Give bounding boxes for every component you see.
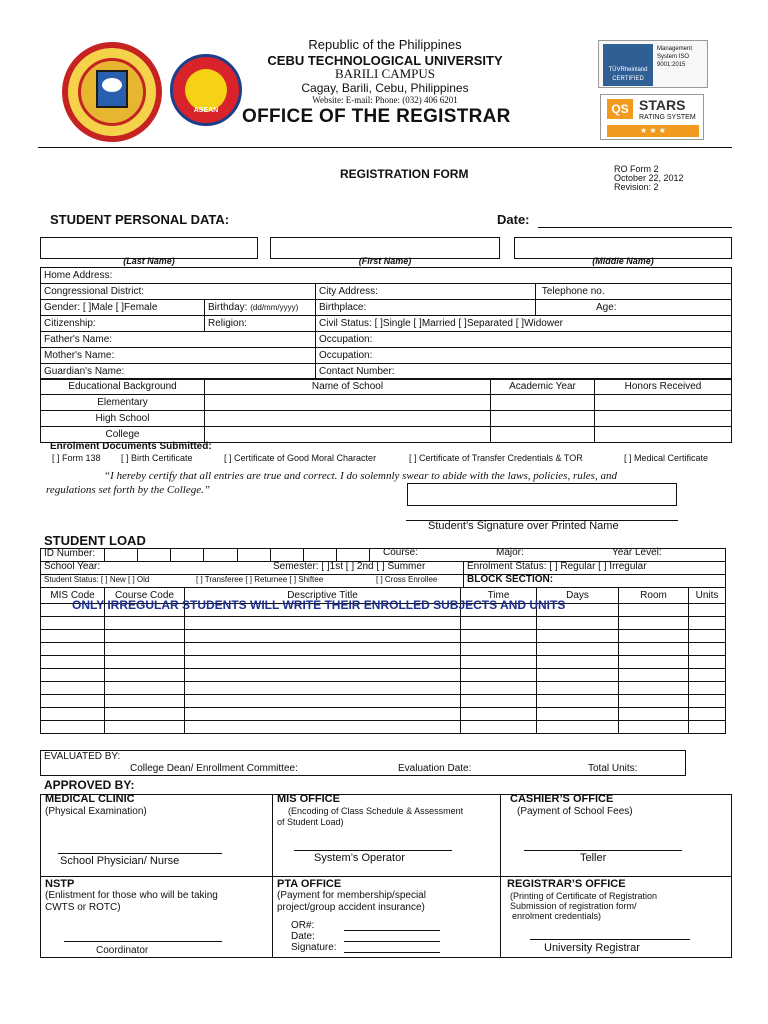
qs-stars-badge: QS STARS RATING SYSTEM ★ ★ ★ [600, 94, 704, 140]
subject-cell[interactable] [185, 617, 461, 630]
education-table [40, 378, 732, 443]
contact-number-field[interactable]: Contact Number: [316, 364, 732, 380]
subject-cell[interactable] [689, 656, 726, 669]
pta-or-label: OR#: [291, 920, 315, 931]
father-occupation-field[interactable]: Occupation: [316, 332, 732, 348]
subject-row[interactable] [41, 643, 726, 656]
year-level-label[interactable]: Year Level: [612, 547, 662, 558]
nstp-desc2: CWTS or ROTC) [45, 902, 121, 913]
nstp-sig-label: Coordinator [96, 945, 149, 956]
subject-cell[interactable] [537, 656, 619, 669]
edu-cell[interactable] [491, 411, 595, 427]
doc-medical[interactable]: [ ] Medical Certificate [624, 453, 709, 463]
pta-signature-line[interactable] [344, 952, 440, 953]
doc-transfer[interactable]: [ ] Certificate of Transfer Credentials & TOR [409, 453, 583, 463]
address-line: Cagay, Barili, Cebu, Philippines [301, 81, 469, 95]
subject-cell[interactable] [689, 617, 726, 630]
tuv-badge: TÜVRheinland CERTIFIED Management System ISO 9001:2015 [598, 40, 708, 88]
subject-cell[interactable] [537, 708, 619, 721]
office-title: OFFICE OF THE REGISTRAR [242, 106, 511, 127]
mother-occupation-field[interactable]: Occupation: [316, 348, 732, 364]
medical-sig-label: School Physician/ Nurse [60, 855, 180, 867]
documents-heading: Enrolment Documents Submitted: [50, 441, 212, 452]
date-line[interactable] [538, 227, 732, 228]
subject-cell[interactable] [461, 656, 537, 669]
medical-sig-line[interactable] [58, 853, 222, 854]
pta-signature-label: Signature: [291, 942, 337, 953]
father-name-field[interactable]: Father's Name: [41, 332, 316, 348]
pta-office-desc2: project/group accident insurance) [277, 902, 425, 913]
total-units-label[interactable]: Total Units: [588, 763, 638, 774]
subject-cell[interactable] [537, 630, 619, 643]
subject-cell[interactable] [689, 669, 726, 682]
edu-cell[interactable] [491, 427, 595, 443]
subject-cell[interactable] [619, 669, 689, 682]
edu-cell[interactable] [205, 411, 491, 427]
subject-cell[interactable] [105, 669, 185, 682]
certification-line2: regulations set forth by the College.” [46, 484, 210, 496]
subject-cell[interactable] [537, 643, 619, 656]
subjects-header: Course Code [105, 588, 185, 604]
campus-name: BARILI CAMPUS [334, 66, 436, 81]
edu-header: Educational Background [41, 379, 205, 395]
subject-cell[interactable] [185, 721, 461, 734]
subject-row[interactable] [41, 721, 726, 734]
subject-cell[interactable] [537, 669, 619, 682]
subject-cell[interactable] [105, 617, 185, 630]
cashier-sig-label: Teller [580, 852, 607, 864]
middle-name-label: (Middle Name) [592, 256, 654, 266]
subject-cell[interactable] [105, 682, 185, 695]
registrar-desc2: Submission of registration form/ [510, 901, 637, 911]
date-label: Date: [497, 212, 530, 227]
district-field[interactable]: Congressional District: [41, 284, 316, 300]
edu-cell[interactable] [595, 395, 732, 411]
subject-cell[interactable] [689, 643, 726, 656]
subject-cell[interactable] [41, 682, 105, 695]
edu-level: High School [41, 411, 205, 427]
student-status-label[interactable]: Student Status: [ ] New [ ] Old [44, 575, 150, 584]
subject-cell[interactable] [461, 721, 537, 734]
form-title: REGISTRATION FORM [340, 167, 469, 181]
subject-row[interactable] [41, 630, 726, 643]
ro-revision: Revision: 2 [614, 182, 659, 192]
home-address-field[interactable]: Home Address: [41, 268, 732, 284]
pta-date-label: Date: [291, 931, 315, 942]
subject-cell[interactable] [537, 695, 619, 708]
mother-name-field[interactable]: Mother's Name: [41, 348, 316, 364]
subject-cell[interactable] [185, 669, 461, 682]
nstp-desc1: (Enlistment for those who will be taking [45, 890, 218, 901]
registrar-sig-label: University Registrar [544, 942, 640, 954]
doc-good-moral[interactable]: [ ] Certificate of Good Moral Character [224, 453, 377, 463]
evaluation-date-label[interactable]: Evaluation Date: [398, 763, 472, 774]
registrar-office-title: REGISTRAR’S OFFICE [507, 878, 626, 890]
subject-cell[interactable] [619, 682, 689, 695]
signature-label: Student’s Signature over Printed Name [428, 520, 619, 532]
citizenship-field[interactable]: Citizenship: [41, 316, 205, 332]
student-load-heading: STUDENT LOAD [44, 533, 146, 548]
subject-cell[interactable] [41, 721, 105, 734]
edu-header: Academic Year [491, 379, 595, 395]
subjects-header: Days [537, 588, 619, 604]
edu-cell[interactable] [595, 411, 732, 427]
subject-cell[interactable] [41, 656, 105, 669]
irregular-notice: ONLY IRREGULAR STUDENTS WILL WRITE THEIR ENROLLED SUBJECTS AND UNITS [72, 598, 566, 612]
subject-cell[interactable] [689, 630, 726, 643]
subject-cell[interactable] [689, 695, 726, 708]
subject-cell[interactable] [105, 656, 185, 669]
mis-sig-label: System’s Operator [314, 852, 405, 864]
subject-cell[interactable] [41, 708, 105, 721]
subjects-header: Time [461, 588, 537, 604]
subject-cell[interactable] [537, 721, 619, 734]
cashier-office-desc: (Payment of School Fees) [517, 806, 633, 817]
pta-office-title: PTA OFFICE [277, 878, 342, 890]
subject-row[interactable] [41, 682, 726, 695]
nstp-title: NSTP [45, 878, 75, 890]
subject-cell[interactable] [185, 682, 461, 695]
block-section-label[interactable]: BLOCK SECTION: [467, 574, 554, 585]
subject-cell[interactable] [689, 708, 726, 721]
contact-line: Website: E-mail: Phone: (032) 406 6201 [312, 95, 458, 105]
subject-row[interactable] [41, 695, 726, 708]
mis-sig-line[interactable] [294, 850, 452, 851]
edu-cell[interactable] [595, 427, 732, 443]
subject-row[interactable] [41, 617, 726, 630]
edu-cell[interactable] [205, 427, 491, 443]
subjects-header: Units [689, 588, 726, 604]
subject-cell[interactable] [619, 656, 689, 669]
subject-cell[interactable] [461, 682, 537, 695]
subject-cell[interactable] [619, 617, 689, 630]
course-label[interactable]: Course: [383, 547, 419, 558]
subject-cell[interactable] [461, 695, 537, 708]
semester-label[interactable]: Semester: [ ]1st [ ] 2nd [ ] Summer [273, 561, 426, 572]
subject-cell[interactable] [185, 630, 461, 643]
subject-cell[interactable] [537, 682, 619, 695]
pta-date-line[interactable] [344, 941, 440, 942]
subject-cell[interactable] [41, 695, 105, 708]
mis-office-title: MIS OFFICE [277, 793, 340, 805]
ro-date: October 22, 2012 [614, 173, 684, 183]
medical-clinic-title: MEDICAL CLINIC [45, 793, 135, 805]
registrar-desc3: enrolment credentials) [512, 911, 602, 921]
birthplace-field[interactable]: Birthplace: [316, 300, 536, 316]
edu-level: College [41, 427, 205, 443]
cashier-office-title: CASHIER’S OFFICE [510, 793, 614, 805]
subject-cell[interactable] [105, 630, 185, 643]
subject-cell[interactable] [105, 721, 185, 734]
mis-office-desc2: of Student Load) [277, 817, 344, 827]
telephone-field[interactable]: Telephone no. [536, 284, 732, 300]
university-name: CEBU TECHNOLOGICAL UNIVERSITY [267, 53, 503, 68]
city-address-field[interactable]: City Address: [316, 284, 536, 300]
edu-header: Honors Received [595, 379, 732, 395]
pta-or-line[interactable] [344, 930, 440, 931]
id-number-label: ID Number: [44, 548, 96, 559]
college-dean-label[interactable]: College Dean/ Enrollment Committee: [130, 763, 298, 774]
subject-cell[interactable] [619, 643, 689, 656]
id-number-cells[interactable] [104, 548, 370, 561]
pta-office-desc1: (Payment for membership/special [277, 890, 426, 901]
registrar-sig-line[interactable] [530, 939, 690, 940]
subject-cell[interactable] [41, 669, 105, 682]
approved-by-heading: APPROVED BY: [44, 778, 135, 792]
republic-line: Republic of the Philippines [308, 37, 462, 52]
subject-cell[interactable] [105, 643, 185, 656]
evaluated-by-label: EVALUATED BY: [44, 751, 121, 762]
personal-data-table [40, 267, 732, 380]
civil-status-field[interactable]: Civil Status: [ ]Single [ ]Married [ ]Separated [ ]Widower [316, 316, 732, 332]
doc-form138[interactable]: [ ] Form 138 [52, 453, 101, 463]
registrar-desc1: (Printing of Certificate of Registration [510, 891, 658, 901]
cross-enrollee-label[interactable]: [ ] Cross Enrollee [376, 575, 438, 584]
subject-cell[interactable] [461, 617, 537, 630]
subject-cell[interactable] [619, 708, 689, 721]
birthday-field[interactable]: Birthday: (dd/mm/yyyy) [205, 300, 316, 316]
personal-data-heading: STUDENT PERSONAL DATA: [50, 212, 230, 227]
religion-field[interactable]: Religion: [205, 316, 316, 332]
subject-cell[interactable] [41, 630, 105, 643]
subject-cell[interactable] [619, 721, 689, 734]
subject-cell[interactable] [185, 695, 461, 708]
certification-line1: “I hereby certify that all entries are true and correct. I do solemnly swear to abide with the laws, policies, rules, and [104, 470, 617, 482]
last-name-label: (Last Name) [123, 256, 175, 266]
school-year-label[interactable]: School Year: [44, 561, 101, 572]
signature-box[interactable] [407, 483, 677, 506]
subject-cell[interactable] [185, 643, 461, 656]
enrolment-status-label[interactable]: Enrolment Status: [ ] Regular [ ] Irregular [467, 561, 647, 572]
subjects-header: Descriptive Title [185, 588, 461, 604]
cashier-sig-line[interactable] [524, 850, 682, 851]
subject-cell[interactable] [619, 604, 689, 617]
gender-field[interactable]: Gender: [ ]Male [ ]Female [41, 300, 205, 316]
edu-cell[interactable] [491, 395, 595, 411]
subject-cell[interactable] [689, 604, 726, 617]
edu-level: Elementary [41, 395, 205, 411]
edu-header: Name of School [205, 379, 491, 395]
subject-cell[interactable] [185, 708, 461, 721]
subject-cell[interactable] [461, 669, 537, 682]
subject-cell[interactable] [619, 630, 689, 643]
age-field[interactable]: Age: [536, 300, 732, 316]
subject-row[interactable] [41, 708, 726, 721]
header-divider [38, 147, 732, 148]
major-label[interactable]: Major: [496, 547, 524, 558]
guardian-name-field[interactable]: Guardian's Name: [41, 364, 316, 380]
transferee-label[interactable]: [ ] Transferee [ ] Returnee [ ] Shiftee [196, 575, 324, 584]
subject-cell[interactable] [461, 630, 537, 643]
subject-cell[interactable] [461, 708, 537, 721]
edu-cell[interactable] [205, 395, 491, 411]
subject-cell[interactable] [537, 617, 619, 630]
subject-row[interactable] [41, 669, 726, 682]
mis-office-desc1: (Encoding of Class Schedule & Assessment [288, 806, 464, 816]
subject-cell[interactable] [185, 656, 461, 669]
nstp-sig-line[interactable] [64, 941, 222, 942]
university-seal [62, 42, 162, 142]
subject-cell[interactable] [105, 695, 185, 708]
subject-cell[interactable] [41, 617, 105, 630]
subject-row[interactable] [41, 656, 726, 669]
ro-form: RO Form 2 [614, 164, 659, 174]
subject-cell[interactable] [105, 708, 185, 721]
subject-cell[interactable] [619, 695, 689, 708]
asean-logo: ASEAN [170, 54, 242, 126]
first-name-label: (First Name) [358, 256, 412, 266]
subjects-header: MIS Code [41, 588, 105, 604]
subject-cell[interactable] [689, 682, 726, 695]
doc-birth-cert[interactable]: [ ] Birth Certificate [121, 453, 193, 463]
subject-cell[interactable] [41, 643, 105, 656]
medical-clinic-desc: (Physical Examination) [45, 806, 147, 817]
subjects-header: Room [619, 588, 689, 604]
subject-cell[interactable] [689, 721, 726, 734]
subject-cell[interactable] [461, 643, 537, 656]
